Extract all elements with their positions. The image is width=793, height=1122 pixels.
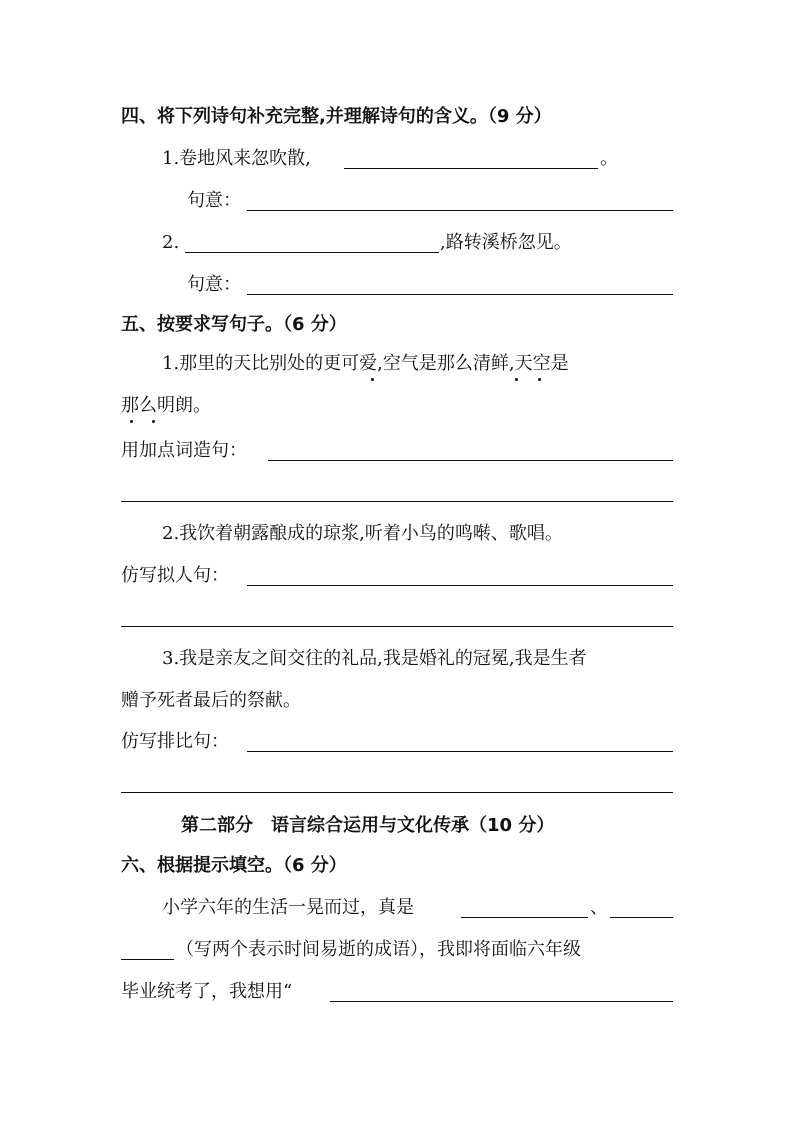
s5-q3-answer-blank-2[interactable] (121, 792, 673, 793)
s6-line-1-text: 小学六年的生活一晃而过，真是 (162, 897, 414, 918)
s4-q1-answer-blank[interactable] (344, 168, 598, 169)
s5-q2-answer-blank-2[interactable] (121, 626, 673, 627)
s6-line-3 (0, 977, 793, 1007)
s5-q3-line-1 (0, 644, 793, 674)
s4-q2-meaning-blank[interactable] (247, 294, 673, 295)
s6-idiom-blank-2-start[interactable] (610, 917, 673, 918)
s5-q1-task-label: 用加点词造句： (121, 440, 247, 461)
emphasis-dot (152, 420, 155, 423)
s5-q1-text-1: 1.那里的天比别处的更可爱,空气是那么清鲜,天空是 (162, 353, 569, 374)
s5-q1-line-1 (0, 349, 793, 379)
section-5-heading-row (0, 310, 793, 340)
section-6-heading-row (0, 851, 793, 881)
part-2-title: 第二部分 语言综合运用与文化传承（10 分） (181, 815, 555, 836)
s6-line-2-text: （写两个表示时间易逝的成语），我即将面临六年级 (176, 939, 581, 960)
emphasis-dot (371, 378, 374, 381)
s4-q1-meaning-blank[interactable] (247, 210, 673, 211)
s5-q1-text-2: 那么明朗。 (121, 395, 211, 416)
part-2-title-row (0, 811, 793, 841)
s4-q2-meaning-label: 句意： (187, 274, 241, 295)
s5-q3-task-label: 仿写排比句： (121, 731, 229, 752)
s4-q1-meaning (0, 186, 793, 216)
s6-separator: 、 (590, 897, 608, 918)
s5-q2-answer-blank[interactable] (247, 585, 673, 586)
s6-quote-blank[interactable] (330, 1001, 673, 1002)
emphasis-dot (515, 378, 518, 381)
s4-question-1 (0, 144, 793, 174)
s5-q2-task-label: 仿写拟人句： (121, 565, 229, 586)
s4-q1-meaning-label: 句意： (187, 190, 241, 211)
s5-q2-row (0, 519, 793, 549)
section-6-heading: 六、根据提示填空。（6 分） (121, 855, 347, 876)
s4-q1-suffix: 。 (600, 148, 618, 169)
emphasis-dot (538, 378, 541, 381)
s5-q1-answer-blank-2[interactable] (121, 501, 673, 502)
s4-q2-prefix: 2. (162, 232, 180, 253)
s6-line-1 (0, 893, 793, 923)
s5-q3-line-2 (0, 686, 793, 716)
emphasis-dot (130, 420, 133, 423)
s4-q2-answer-blank[interactable] (185, 252, 439, 253)
s5-q1-task-row (0, 436, 793, 466)
s4-q2-meaning (0, 270, 793, 300)
s5-q1-line-2 (0, 391, 793, 421)
s5-q1-answer-blank[interactable] (268, 460, 673, 461)
s5-q3-answer-blank[interactable] (247, 751, 673, 752)
s6-line-3-text: 毕业统考了，我想用“ (121, 981, 293, 1002)
s5-q3-text-2: 赠予死者最后的祭献。 (121, 690, 301, 711)
section-5-heading: 五、按要求写句子。（6 分） (121, 314, 347, 335)
s4-q2-suffix: ,路转溪桥忽见。 (440, 232, 572, 253)
s5-q2-text: 2.我饮着朝露酿成的琼浆,听着小鸟的鸣啭、歌唱。 (162, 523, 563, 544)
s4-question-2 (0, 228, 793, 258)
s6-line-2 (0, 935, 793, 965)
section-4-heading-row (0, 102, 793, 132)
s6-idiom-blank-2-end[interactable] (121, 959, 174, 960)
section-4-heading: 四、将下列诗句补充完整,并理解诗句的含义。（9 分） (121, 106, 552, 127)
s5-q3-text-1: 3.我是亲友之间交往的礼品,我是婚礼的冠冕,我是生者 (162, 648, 587, 669)
s5-q2-task-row (0, 561, 793, 591)
s5-q3-task-row (0, 727, 793, 757)
s4-q1-prefix: 1.卷地风来忽吹散, (162, 148, 311, 169)
s6-idiom-blank-1[interactable] (461, 917, 588, 918)
